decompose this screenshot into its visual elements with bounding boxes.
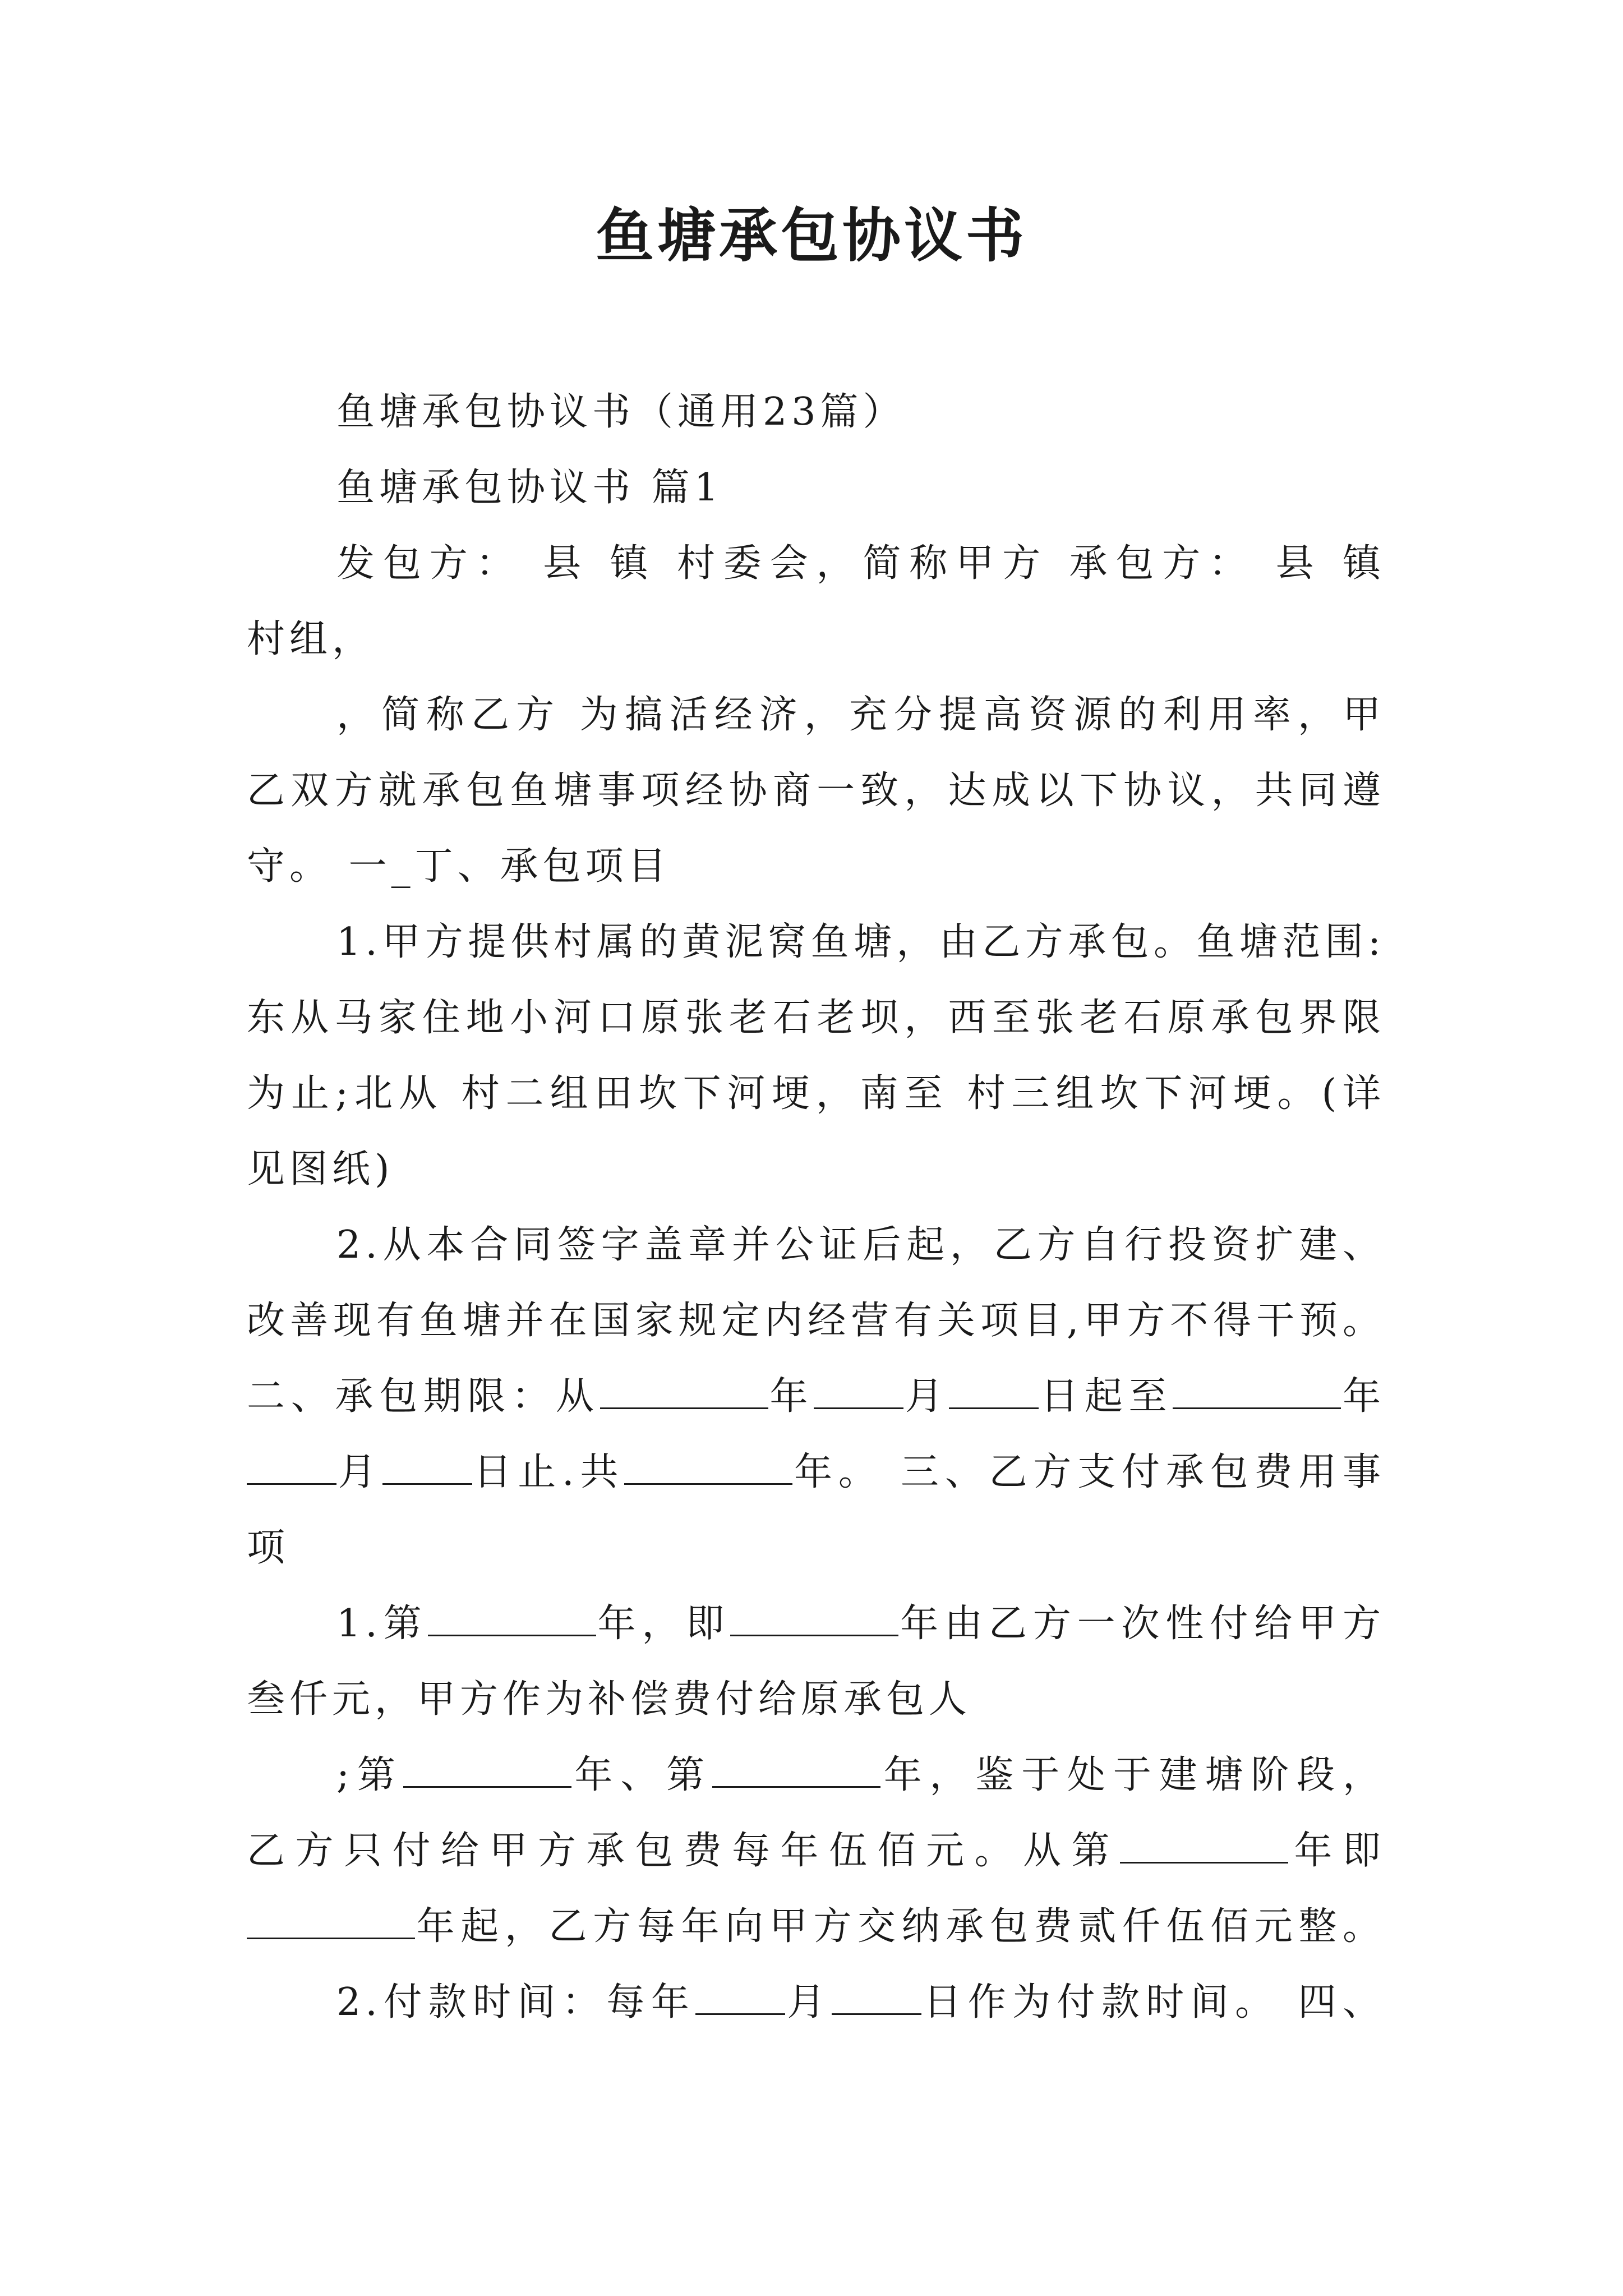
text-segment: 二、承包期限：从	[247, 1374, 600, 1419]
blank-underline	[428, 1601, 596, 1636]
text-segment: 年起，乙方每年向甲方交纳承包费贰仟伍佰元整。	[415, 1904, 1385, 1949]
text-segment: 日起至	[1039, 1374, 1173, 1419]
text-segment: 月	[336, 1450, 382, 1494]
blank-underline	[403, 1752, 571, 1788]
text-segment: 年、第	[571, 1753, 712, 1797]
paragraph-line: 为止;北从 村二组田坎下河埂，南至 村三组坎下河埂。(详	[247, 1071, 1385, 1116]
blank-underline	[247, 1904, 415, 1939]
blank-underline	[832, 1980, 921, 2015]
paragraph-line	[336, 1596, 1385, 1652]
text-segment: 年	[1341, 1374, 1385, 1419]
blank-underline	[247, 1450, 336, 1485]
text-segment: ;第	[336, 1753, 403, 1797]
text-segment: 年由乙方一次性付给甲方	[898, 1602, 1385, 1646]
paragraph-line	[247, 1899, 1385, 1955]
paragraph-line	[247, 1823, 1385, 1879]
paragraph-line: 乙双方就承包鱼塘事项经协商一致，达成以下协议，共同遵	[247, 769, 1385, 813]
text-segment: 乙方只付给甲方承包费每年伍佰元。从第	[247, 1829, 1120, 1873]
paragraph-line: 1.甲方提供村属的黄泥窝鱼塘，由乙方承包。鱼塘范围:	[336, 920, 1385, 964]
document-title: 鱼塘承包协议书	[595, 201, 1027, 270]
paragraph-line	[336, 1747, 1385, 1803]
text-segment: 月	[785, 1980, 832, 2024]
text-segment: 年	[768, 1374, 814, 1419]
blank-underline	[814, 1374, 903, 1409]
blank-underline	[1173, 1374, 1341, 1409]
paragraph-line: 见图纸)	[247, 1147, 394, 1191]
text-segment: 2.付款时间：每年	[336, 1980, 696, 2024]
text-segment: 月	[903, 1374, 949, 1419]
blank-underline	[600, 1374, 768, 1409]
blank-underline	[730, 1601, 898, 1636]
paragraph-line: 改善现有鱼塘并在国家规定内经营有关项目,甲方不得干预。	[247, 1299, 1385, 1343]
text-segment: 日作为付款时间。 四、	[921, 1980, 1385, 2024]
text-segment: 年即	[1288, 1829, 1385, 1873]
doc-subtitle: 鱼塘承包协议书（通用23篇）	[336, 390, 906, 434]
paragraph-line: 2.从本合同签字盖章并公证后起，乙方自行投资扩建、	[336, 1223, 1385, 1267]
blank-underline	[1120, 1828, 1288, 1864]
blank-underline	[695, 1980, 785, 2015]
text-segment: 1.第	[336, 1602, 428, 1646]
blank-underline	[712, 1752, 880, 1788]
blank-underline	[624, 1450, 792, 1485]
paragraph-line: 叁仟元，甲方作为补偿费付给原承包人	[247, 1677, 972, 1722]
paragraph-line: 守。 一_丁、承包项目	[247, 844, 671, 889]
paragraph-line	[336, 1975, 1385, 2031]
text-segment: 年。 三、乙方支付承包费用事	[792, 1450, 1385, 1494]
paragraph-line: ，简称乙方 为搞活经济，充分提高资源的利用率，甲	[336, 693, 1385, 737]
paragraph-line	[247, 1444, 1385, 1501]
section-heading: 鱼塘承包协议书 篇1	[336, 466, 723, 510]
blank-underline	[382, 1450, 472, 1485]
text-segment: 日止.共	[472, 1450, 625, 1494]
paragraph-line: 东从马家住地小河口原张老石老坝，西至张老石原承包界限	[247, 996, 1385, 1040]
paragraph-line: 项	[247, 1526, 290, 1570]
paragraph-line	[247, 1369, 1385, 1425]
paragraph-line: 村组，	[247, 617, 375, 661]
blank-underline	[949, 1374, 1039, 1409]
text-segment: 年，即	[596, 1602, 731, 1646]
paragraph-line: 发包方： 县 镇 村委会，简称甲方 承包方： 县 镇	[336, 541, 1385, 586]
text-segment: 年，鉴于处于建塘阶段，	[880, 1753, 1385, 1797]
